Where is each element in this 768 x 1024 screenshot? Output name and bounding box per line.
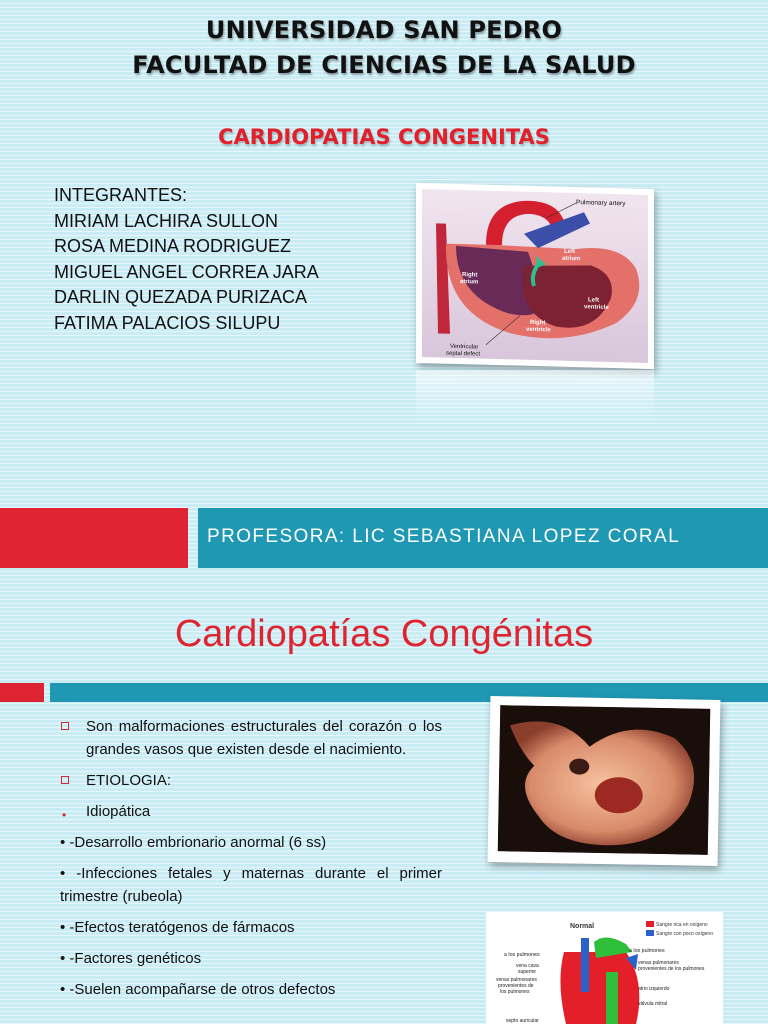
bullet-list (60, 715, 442, 1009)
diagram-title: Normal (570, 923, 595, 930)
label-right-atrium-1: Right (462, 272, 478, 279)
legend-label: Sangre con poco oxígeno (656, 931, 713, 937)
professor-name: PROFESORA: LIC SEBASTIANA LOPEZ CORAL (207, 526, 681, 547)
diagram-heart-shape (560, 952, 639, 1024)
diagram-label: a los pulmones (629, 948, 665, 954)
member-name: ROSA MEDINA RODRIGUEZ (54, 236, 292, 256)
presentation-topic: CARDIOPATIAS CONGENITAS (218, 125, 550, 149)
diagram-label: superior (518, 969, 537, 975)
embryo-illustration (498, 705, 711, 855)
bullet-item (60, 978, 442, 1001)
label-left-atrium-1: Left (564, 248, 575, 256)
member-name: MIRIAM LACHIRA SULLON (54, 210, 279, 231)
bullet-text: • -Efectos teratógenos de fármacos (60, 919, 295, 936)
slide-heading: Cardiopatías Congénitas (174, 613, 594, 655)
members-heading: INTEGRANTES: (54, 185, 188, 205)
university-name: UNIVERSIDAD SAN PEDRO (205, 16, 563, 44)
bullet-item (60, 862, 442, 908)
label-right-ventricle-1: Right (530, 319, 546, 327)
accent-band-red (0, 508, 188, 568)
diagram-arrow-shape (606, 972, 618, 1024)
image-reflection (416, 370, 654, 420)
diagram-label: a los pulmones (504, 952, 540, 958)
member-name: FATIMA PALACIOS SILUPU (54, 312, 281, 333)
diagram-label: vena cava (516, 963, 539, 969)
diagram-label: válvula mitral (638, 1001, 668, 1007)
bullet-text: Son malformaciones estructurales del corazón o los grandes vasos que existen desde el nacimiento. (86, 718, 442, 758)
embryo-photo (488, 696, 721, 866)
bullet-item (60, 916, 442, 939)
diagram-label: provenientes de los pulmones (638, 966, 705, 972)
heart-illustration (416, 183, 654, 369)
diagram-label: venas pulmonares (496, 977, 537, 983)
legend-swatch-red (646, 921, 654, 927)
bullet-text: Idiopática (86, 803, 151, 820)
faculty-name: FACULTAD DE CIENCIAS DE LA SALUD (132, 51, 636, 79)
members-list (54, 183, 319, 336)
accent-band-red (0, 683, 44, 702)
professor-band (198, 508, 768, 568)
bullet-item (60, 800, 442, 823)
bullet-item (60, 715, 442, 761)
label-left-atrium-2: atrium (562, 255, 581, 263)
diagram-label: provenientes de (498, 983, 534, 989)
square-bullet-icon (61, 722, 69, 730)
label-left-ventricle-2: ventricle (584, 304, 609, 311)
member-name: DARLIN QUEZADA PURIZACA (54, 287, 308, 307)
label-right-atrium-2: atrium (460, 279, 479, 286)
bullet-text: • -Suelen acompañarse de otros defectos (60, 981, 336, 998)
bullet-text: ETIOLOGIA: (86, 772, 172, 789)
label-vsd-2: septal defect (446, 350, 481, 358)
diagram-label: septo auricular (506, 1018, 539, 1024)
diagram-label: atrio izquierdo (638, 986, 670, 992)
slide-content (0, 587, 768, 1024)
bullet-item (60, 831, 442, 854)
label-left-ventricle-1: Left (588, 297, 599, 304)
label-pulmonary-artery: Pulmonary artery (576, 199, 626, 208)
legend-swatch-blue (646, 930, 654, 936)
label-vsd-1: Ventricular (450, 343, 479, 351)
diagram-label: los pulmones (500, 989, 530, 995)
embryo-image (498, 705, 711, 855)
bullet-item (60, 769, 442, 792)
bullet-text: • -Factores genéticos (60, 950, 202, 967)
dot-bullet-icon: • (62, 808, 67, 822)
label-right-ventricle-2: ventricle (526, 326, 551, 334)
bullet-item (60, 947, 442, 970)
member-name: MIGUEL ANGEL CORREA JARA (54, 261, 319, 282)
heart-circulation-diagram (486, 912, 723, 1024)
legend-label: Sangre rica en oxígeno (656, 922, 708, 928)
heart-diagram (416, 183, 654, 369)
square-bullet-icon (61, 776, 69, 784)
diagram-vena-cava-shape (581, 938, 589, 992)
diagram-label: venas pulmonares (638, 960, 679, 966)
bullet-text: • -Infecciones fetales y maternas durante el primer trimestre (rubeola) (60, 865, 442, 905)
bullet-text: • -Desarrollo embrionario anormal (6 ss) (60, 834, 327, 851)
circulation-diagram (486, 912, 723, 1024)
